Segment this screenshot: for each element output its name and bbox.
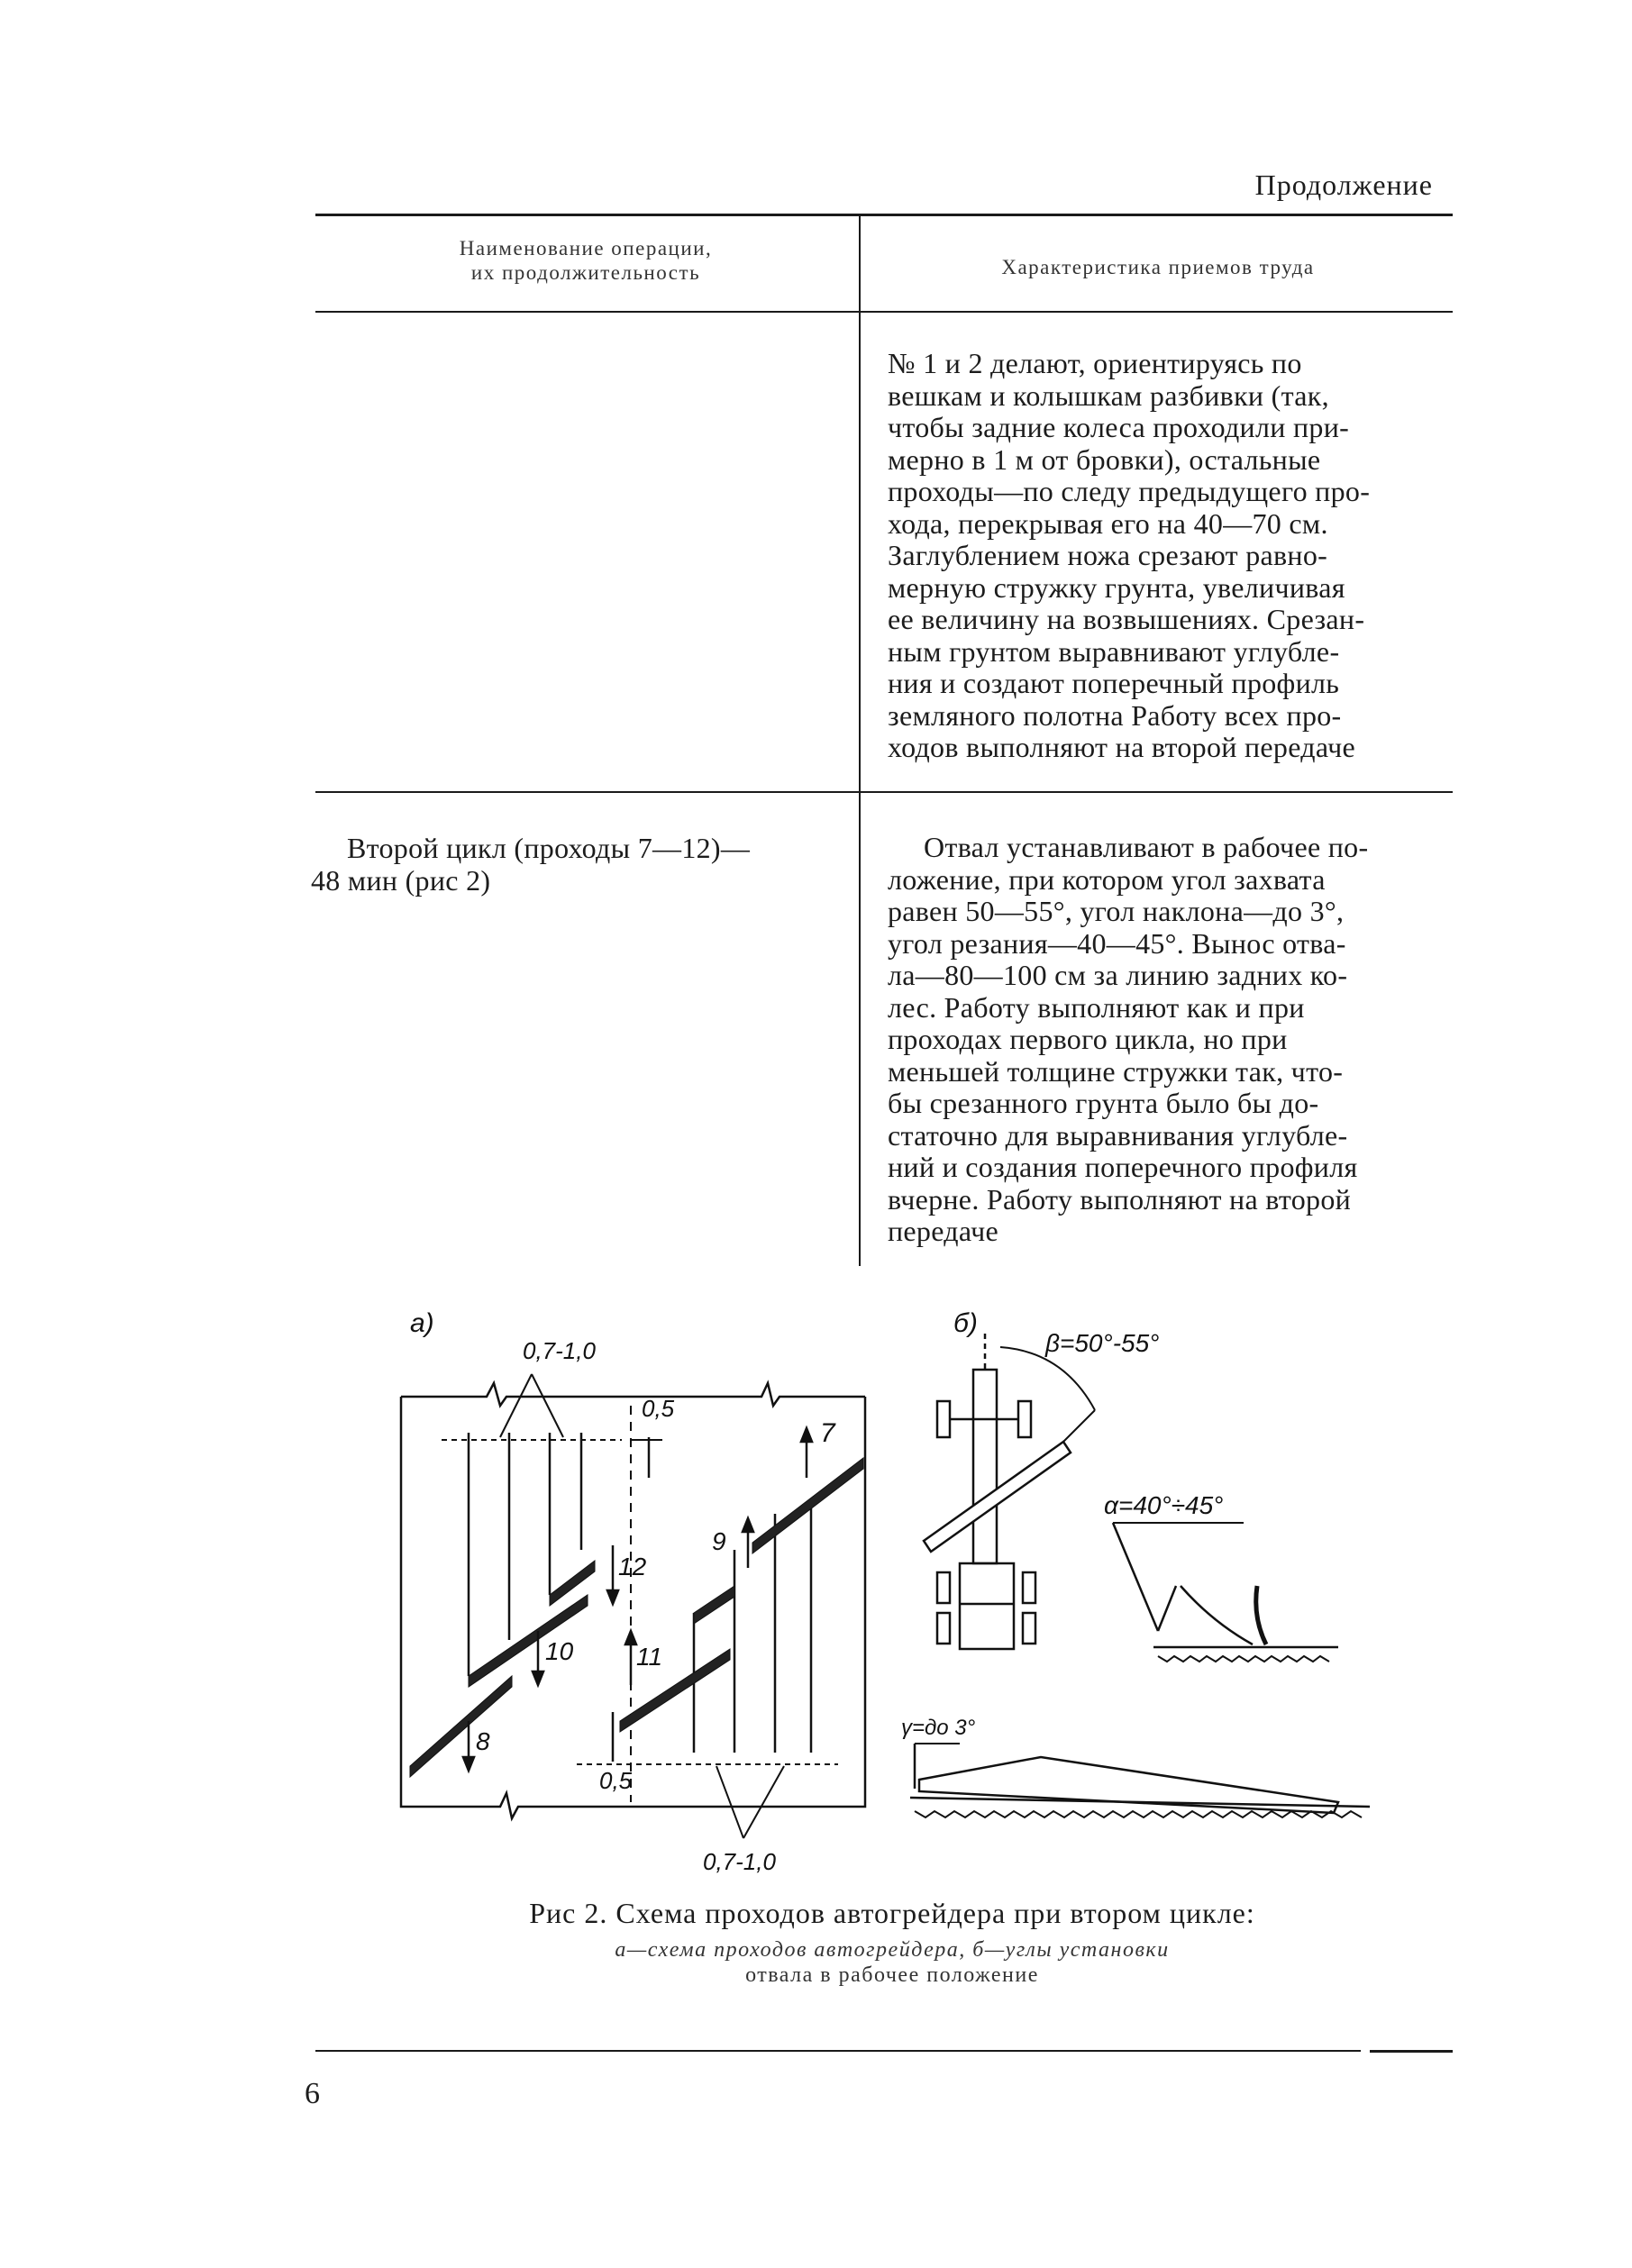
panel-a-scheme xyxy=(401,1374,865,1838)
figure-caption: Рис 2. Схема проходов автогрейдера при втором цикле: xyxy=(529,1897,1255,1929)
operation-line: 48 мин (рис 2) xyxy=(311,864,491,897)
text-line: вешкам и колышкам разбивки (так, xyxy=(888,378,1329,412)
panel-a-labels xyxy=(410,1308,836,1875)
column-header-operation xyxy=(324,236,847,285)
row2-operation xyxy=(311,832,852,897)
panel-a-label: а) xyxy=(410,1308,434,1338)
tilt-angle-label: γ=до 3° xyxy=(901,1716,976,1740)
operation-line: Второй цикл (проходы 7—12)— xyxy=(347,832,751,864)
pass-number-label: 10 xyxy=(545,1637,574,1665)
text-line: ложение, при котором угол захвата xyxy=(888,862,1326,896)
text-line: статочно для выравнивания углубле- xyxy=(888,1118,1348,1152)
text-line: мерную стружку грунта, увеличивая xyxy=(888,570,1345,604)
capture-angle-label: β=50°-55° xyxy=(1045,1329,1160,1357)
dimension-bottom-small-label: 0,5 xyxy=(599,1767,633,1794)
figure-subcaption xyxy=(378,1937,1406,1988)
dimension-bottom-label: 0,7-1,0 xyxy=(703,1848,776,1875)
dimension-top-label: 0,7-1,0 xyxy=(523,1337,596,1364)
footer-rule-end xyxy=(1370,2050,1453,2053)
text-line: ным грунтом выравнивают углубле- xyxy=(888,634,1340,668)
panel-b-tilt-angle-sketch xyxy=(910,1744,1370,1817)
dimension-top-small-label: 0,5 xyxy=(642,1395,675,1422)
text-line: лес. Работу выполняют как и при xyxy=(888,990,1305,1024)
text-line: ний и создания поперечного профиля xyxy=(888,1151,1358,1183)
row2-description xyxy=(888,832,1451,1248)
panel-b-grader-top-view xyxy=(924,1334,1095,1649)
text-line: угол резания—40—45°. Вынос отва- xyxy=(888,926,1346,960)
pass-number-label: 9 xyxy=(712,1527,726,1555)
text-line: передаче xyxy=(888,1215,999,1247)
text-line: равен 50—55°, угол наклона—до 3°, xyxy=(888,895,1345,927)
text-line: чтобы задние колеса проходили при- xyxy=(888,411,1350,443)
row1-description xyxy=(888,348,1451,764)
text-line: мерно в 1 м от бровки), остальные xyxy=(888,442,1321,476)
pass-number-label: 8 xyxy=(476,1727,490,1755)
panel-b-cutting-angle-sketch xyxy=(1113,1523,1338,1662)
figure-diagram xyxy=(378,1298,1406,1892)
panel-b-label: б) xyxy=(953,1308,978,1338)
text-line: проходах первого цикла, но при xyxy=(888,1023,1288,1055)
text-line: земляного полотна Работу всех про- xyxy=(888,698,1342,732)
figure-subcaption-line1: а—схема проходов автогрейдера, б—углы установки xyxy=(615,1938,1170,1962)
text-line: ходов выполняют на второй передаче xyxy=(888,731,1355,763)
text-line: Отвал устанавливают в рабочее по- xyxy=(924,831,1369,863)
table-top-rule xyxy=(315,214,1453,216)
text-line: вчерне. Работу выполняют на второй xyxy=(888,1182,1352,1216)
text-line: меньшей толщине стружки так, что- xyxy=(888,1054,1344,1088)
cutting-angle-label: α=40°÷45° xyxy=(1104,1491,1224,1519)
table-row-rule xyxy=(315,791,1453,793)
pass-number-label: 12 xyxy=(618,1553,647,1580)
table-header-rule xyxy=(315,311,1453,313)
pass-number-label: 11 xyxy=(636,1643,663,1671)
column-header-operation-line2: их продолжительность xyxy=(470,261,701,284)
text-line: проходы—по следу предыдущего про- xyxy=(888,475,1371,507)
text-line: ла—80—100 см за линию задних ко- xyxy=(888,959,1348,991)
footer-rule xyxy=(315,2050,1361,2052)
column-header-operation-line1: Наименование операции, xyxy=(459,237,713,260)
text-line: № 1 и 2 делают, ориентируясь по xyxy=(888,347,1302,379)
table-column-divider xyxy=(859,216,861,1266)
text-line: ния и создают поперечный профиль xyxy=(888,667,1340,699)
pass-number-label: 7 xyxy=(820,1418,835,1448)
column-header-characteristics: Характеристика приемов труда xyxy=(1001,256,1315,278)
continued-label: Продолжение xyxy=(1254,169,1433,201)
text-line: Заглублением ножа срезают равно- xyxy=(888,539,1328,571)
text-line: ее величину на возвышениях. Срезан- xyxy=(888,603,1365,635)
text-line: хода, перекрывая его на 40—70 см. xyxy=(888,506,1328,540)
figure-subcaption-line2: отвала в рабочее положение xyxy=(745,1963,1039,1987)
page-number: 6 xyxy=(305,2077,320,2110)
text-line: бы срезанного грунта было бы до- xyxy=(888,1087,1319,1119)
